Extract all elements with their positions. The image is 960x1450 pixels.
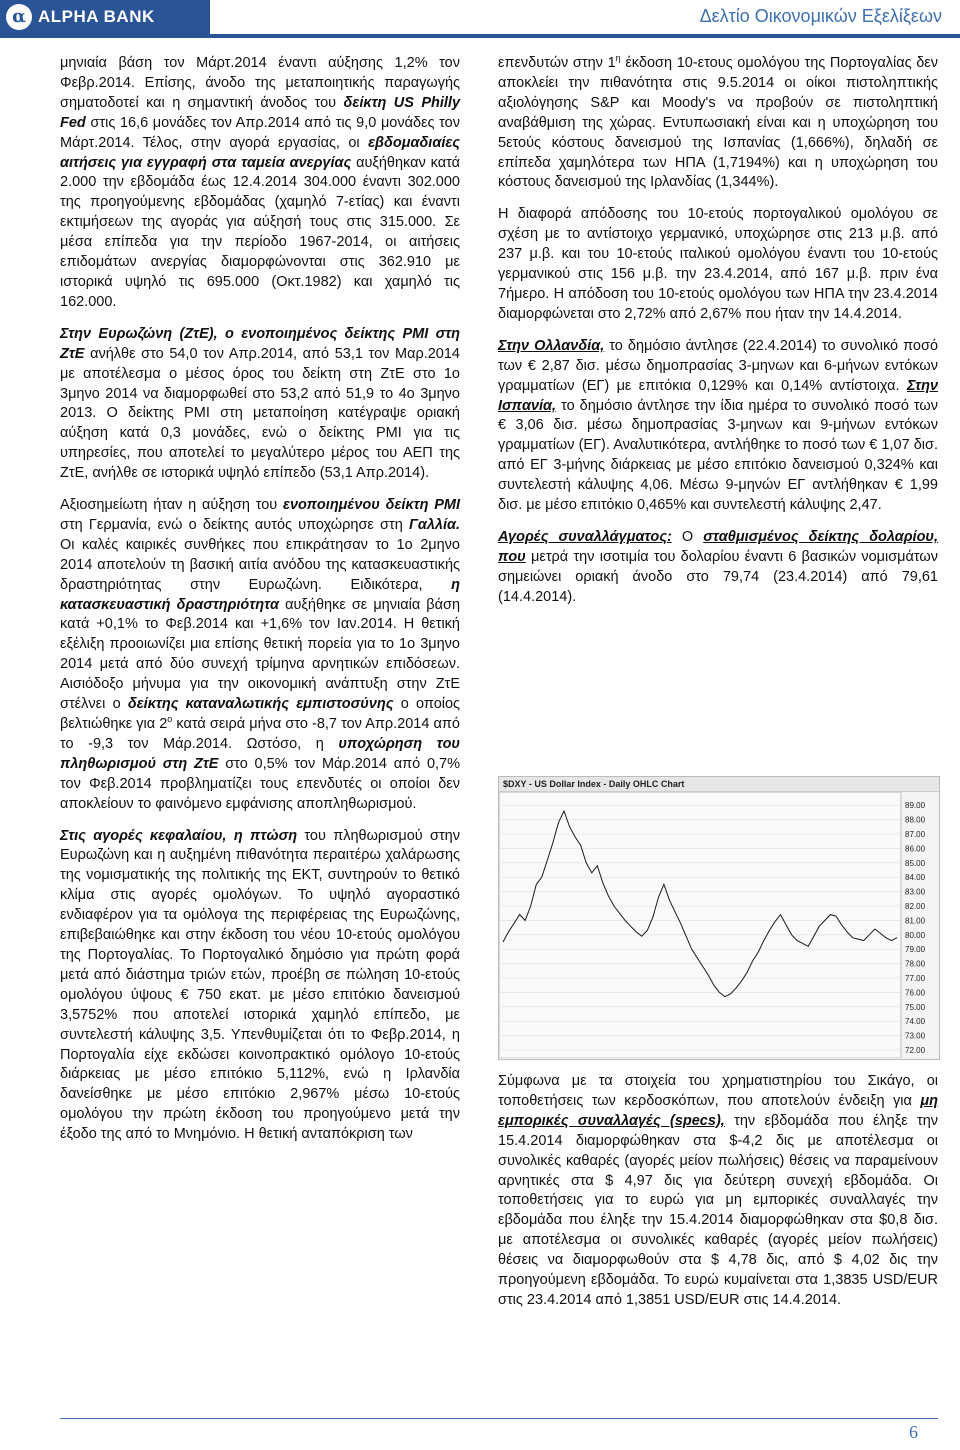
right-column-bottom [498, 1072, 938, 1323]
dollar-index-chart [498, 776, 940, 1060]
y-tick-label: 89.00 [905, 801, 926, 811]
y-tick-label: 76.00 [905, 988, 926, 998]
y-tick-label: 80.00 [905, 930, 926, 940]
page-header [0, 0, 960, 34]
spain-term: Στην Ισπανία, [498, 377, 939, 414]
paragraph-capital-markets: Στις αγορές κεφαλαίου, η πτώση του πληθωρισμού στην Ευρωζώνη και η αυξημένη πιθανότητα περαιτέρω χαλάρωσης της νομισματικής της πολιτικής της ΕΚΤ, συντηρούν το θετικό κλίμα στις αγορές ομολόγων. Το υψηλό αγοραστικό ενδιαφέρον για τα ομόλογα της περιφέρειας της Ευρωζώνης, επιβεβαιώθηκε και στην έκδοση του νέου 10-ετούς ομολόγου της Πορτογαλίας. Το Πορτογαλικό δημόσιο για πρώτη φορά μετά από διάστημα τριών ετών, προέβη σε πώληση 10-ετούς ομολόγου ύψους € 750 εκατ. με μέσο επιτόκιο δανεισμού 3,5752% που αποτελεί ιστορικά χαμηλό επίπεδο, με συντελεστή κάλυψης 3,5. Υπενθυμίζεται ότι το Φεβρ.2014, η Πορτογαλία είχε εκδώσει κοινοπρακτικό ομόλογο 10-ετούς διάρκειας με μέσο επιτόκιο 5,112%, ενώ η Ιρλανδία δανείσθηκε με μέσο επιτόκιο 2,967% μέσω 10-ετούς ομολόγου την πρώτη έκδοση του προηγούμενο μετά την έξοδο της από το Μνημόνιο. Η θετική ανταπόκριση των [60, 827, 460, 1143]
jobless-claims-term: εβδομαδιαίες αιτήσεις για εγγραφή στα ταμεία ανεργίας [60, 134, 460, 171]
netherlands-term: Στην Ολλανδία, [498, 337, 605, 354]
bank-logo [0, 0, 210, 34]
chart-title-bar [499, 777, 939, 792]
capital-markets-term: Στις αγορές κεφαλαίου, η πτώση [60, 827, 298, 844]
y-tick-label: 72.00 [905, 1046, 926, 1055]
paragraph-fx-markets: Αγορές συναλλάγματος: Ο σταθμισμένος δείκτης δολαρίου, που μετρά την ισοτιμία του δολαρίου έναντι 6 βασικών νομισμάτων σημειώνει οριακή άνοδο στο 79,74 (23.4.2014) από 79,61 (14.4.2014). [498, 528, 939, 605]
chart-plot [499, 792, 939, 1058]
paragraph-portugal-bond: επενδυτών στην $1^\eta$ έκδοση 10-ετους ομολόγου της Πορτογαλίας δεν αποκλείει την πιθανότητα στις 9.5.2014 οι οίκοι πιστοληπτικής αξιολόγησης S&P και Moody's να προβούν σε πιστοληπτική αναβάθμιση της χώρας. Εντυπωσιακή είναι και η υποχώρηση του 5ετούς κόστους δανεισμού της Ισπανίας (1,666%), δηλαδή σε επίπεδα χαμηλότερα των ΗΠΑ (1,7194%) και η υποχώρηση του κόστους δανεισμού της Ιρλανδίας (1,344%). [498, 53, 939, 191]
paragraph-spreads: Η διαφορά απόδοσης του 10-ετούς πορτογαλικού ομολόγου σε σχέση με το αντίστοιχο γερμανικό, υποχώρησε στις 213 μ.β. από 237 μ.β. και του 10-ετούς ιταλικού ομολόγου έναντι του 10-ετούς γερμανικού στις 156 μ.β. την 23.4.2014, από 167 μ.β. πριν ένα 7ήμερο. Η απόδοση του 10-ετούς ομολόγου των ΗΠΑ την 23.4.2014 διαμορφώνεται στο 2,72% από 2,67% που ήταν την 14.4.2014. [498, 206, 938, 322]
paragraph-cftc-positions: Σύμφωνα με τα στοιχεία του χρηματιστηρίου του Σικάγο, οι τοποθετήσεις των κερδοσκόπων, που αποτελούν ένδειξη για μη εμπορικές συναλλαγές (specs), την εβδομάδα που έληξε την 15.4.2014 διαμορφώθηκαν στα $-4,2 δις με αποτέλεσμα οι συνολικές καθαρές (αγορές μείον πωλήσεις) θέσεις να παραμείνουν αρνητικές στα $ 4,97 δις για δεύτερη συνεχή εβδομάδα. Οι τοποθετήσεις για το ευρώ για μη εμπορικές συναλλαγές την εβδομάδα που έληξε την 15.4.2014 διαμορφώθηκαν στα $0,8 δισ. με αποτέλεσμα οι συνολικές καθαρές (αγορές μείον πωλήσεις) θέσεις να διαμορφωθούν στα $ 4,78 δις, από $ 4,02 δις την προηγούμενη εβδομάδα. Το ευρώ κυμαίνεται στα 1,3835 USD/EUR στις 23.4.2014 από 1,3851 USD/EUR στις 14.4.2014. [498, 1073, 939, 1308]
construction-term: η κατασκευαστική δραστηριότητα [60, 576, 461, 613]
y-tick-label: 85.00 [905, 858, 926, 868]
france-term: Γαλλία. [409, 516, 461, 533]
right-column [498, 54, 938, 620]
y-tick-label: 81.00 [905, 916, 926, 926]
bank-name: ALPHA BANK [38, 7, 155, 26]
footer-divider [60, 1418, 938, 1419]
fx-markets-term: Αγορές συναλλάγματος: [498, 528, 672, 545]
paragraph-netherlands-spain: Στην Ολλανδία, το δημόσιο άντλησε (22.4.2014) το συνολικό ποσό των € 2,87 δισ. μέσω δημοπρασίας 3-μηνων και 6-μήνων εντόκων γραμματίων (ΕΓ) με επιτόκια 0,129% και 0,14% αντίστοιχα. Στην Ισπανία, το δημόσιο άντλησε την ίδια ημέρα το συνολικό ποσό των € 3,06 δισ. μέσω δημοπρασίας 3-μηνων και 9-μήνων εντόκων γραμματίων (ΕΓ). Αναλυτικότερα, αντλήθηκε το ποσό των € 1,07 δισ. από ΕΓ 3-μήνης διάρκειας με μέσο επιτόκιο δανεισμού 0,324% και συντελεστή κάλυψης 4,06. Μέσω 9-μηνών ΕΓ αντλήθηκαν € 1,99 δισ. με μέσο επιτόκιο 0,465% και συντελεστή κάλυψης 2,47. [498, 337, 939, 514]
y-tick-label: 82.00 [905, 902, 926, 911]
composite-pmi-term: ενοποιημένου δείκτη PMI [283, 497, 460, 514]
y-tick-label: 74.00 [905, 1017, 926, 1027]
paragraph-eurozone-pmi: Στην Ευρωζώνη (ΖτΕ), ο ενοποιημένος δείκτης PMI στη ΖτΕ ανήλθε στο 54,0 τον Απρ.2014, από 53,1 τον Μαρ.2014 με αποτέλεσμα ο μέσος όρος του δείκτη στη ΖτΕ στο 1ο 3μηνο 2014 να διαμορφωθεί στο 53,2 από 51,9 το 4ο 3μηνο 2013. Ο δείκτης PMI στη μεταποίηση κατέγραψε οριακή αύξηση κατά 0,3 μονάδες, ενώ ο δείκτης PMI για τις υπηρεσίες, που αποτελεί το μεγαλύτερο μέρος του ΑΕΠ της ΖτΕ, ανήλθε σε ιστορικά υψηλό επίπεδο (53,1 Απρ.2014). [60, 325, 460, 482]
alpha-emblem-icon: α [6, 4, 32, 30]
header-divider [0, 34, 960, 38]
inflation-drop-term: υποχώρηση του πληθωρισμού στη ΖτΕ [60, 735, 461, 772]
eurozone-pmi-term: Στην Ευρωζώνη (ΖτΕ), ο ενοποιημένος δείκτης PMI στη ΖτΕ [60, 325, 460, 362]
document-title: Δελτίο Οικονομικών Εξελίξεων [699, 6, 942, 26]
y-tick-label: 79.00 [905, 945, 926, 955]
y-tick-label: 77.00 [905, 974, 926, 983]
y-tick-label: 84.00 [905, 873, 926, 883]
paragraph-germany-pmi: Αξιοσημείωτη ήταν η αύξηση του ενοποιημένου δείκτη PMI στη Γερμανία, ενώ ο δείκτης αυτός υποχώρησε στη Γαλλία. Οι καλές καιρικές συνθήκες που επικράτησαν το 1ο 2μηνο 2014 αποτελούν τη βασική αιτία ανόδου της κατασκευαστικής δραστηριότητας στην Ευρωζώνη. Ειδικότερα, η κατασκευαστική δραστηριότητα αυξήθηκε σε μηνιαία βάση κατά +0,1% το Φεβ.2014 και +1,6% τον Ιαν.2014. Η θετική εξέλιξη προοιωνίζει μια επίσης θετική πορεία για το 1ο 3μηνο 2014 μετά από δύο συνεχή τρίμηνα αρνητικών επιδόσεων. Αισιόδοξο μήνυμα για την οικονομική ανάπτυξη στην ΖτΕ στέλνει ο δείκτης καταναλωτικής εμπιστοσύνης ο οποίος βελτιώθηκε για $2^o$ κατά σειρά μήνα στο -8,7 τον Απρ.2014 από το -9,3 τον Μάρ.2014. Ωστόσο, η υποχώρηση του πληθωρισμού στη ΖτΕ στο 0,5% τον Μάρ.2014 από 0,7% τον Φεβ.2014 προβληματίζει τους επενδυτές οι οποίοι δεν αποκλείουν το φαινόμενο εμφάνισης αποπληθωρισμού. [60, 497, 461, 812]
y-tick-label: 78.00 [905, 959, 926, 969]
philly-fed-term: δείκτη US Philly Fed [60, 94, 461, 131]
dollar-index-term: σταθμισμένος δείκτης δολαρίου, που [498, 528, 939, 565]
y-tick-label: 83.00 [905, 887, 926, 897]
left-column [60, 54, 460, 1157]
page-number: 6 [909, 1422, 918, 1442]
paragraph-us-economy: μηνιαία βάση τον Μάρτ.2014 έναντι αύξησης 1,2% τον Φεβρ.2014. Επίσης, άνοδο της μεταποιητικής παραγωγής σηματοδοτεί και η σημαντική άνοδος του δείκτη US Philly Fed στις 16,6 μονάδες τον Απρ.2014 από τις 9,0 μονάδες τον Μάρτ.2014. Τέλος, στην αγορά εργασίας, οι εβδομαδιαίες αιτήσεις για εγγραφή στα ταμεία ανεργίας αυξήθηκαν κατά 2.000 την εβδομάδα έως 12.4.2014 304.000 έναντι 302.000 της προηγούμενης εβδομάδας (χαμηλό 7-ετίας) και έναντι εκτιμήσεων της αγοράς για αύξησή τους στις 315.000. Σε μέσα επίπεδα για την περίοδο 1967-2014, οι αιτήσεις επιδομάτων ανεργίας διαμορφώνονται στις 362.910 με ιστορικά υψηλό τις 695.000 (Οκτ.1982) και χαμηλό τις 162.000. [60, 55, 461, 310]
y-tick-label: 88.00 [905, 815, 926, 825]
y-tick-label: 75.00 [905, 1002, 926, 1012]
y-tick-label: 73.00 [905, 1031, 926, 1041]
speculative-positions-term: μη εμπορικές συναλλαγές (specs), [498, 1092, 939, 1129]
chart-title: $DXY - US Dollar Index - Daily OHLC Chart [503, 779, 685, 789]
y-tick-label: 86.00 [905, 844, 926, 854]
consumer-confidence-term: δείκτης καταναλωτικής εμπιστοσύνης [127, 696, 394, 713]
y-tick-label: 87.00 [905, 830, 926, 839]
